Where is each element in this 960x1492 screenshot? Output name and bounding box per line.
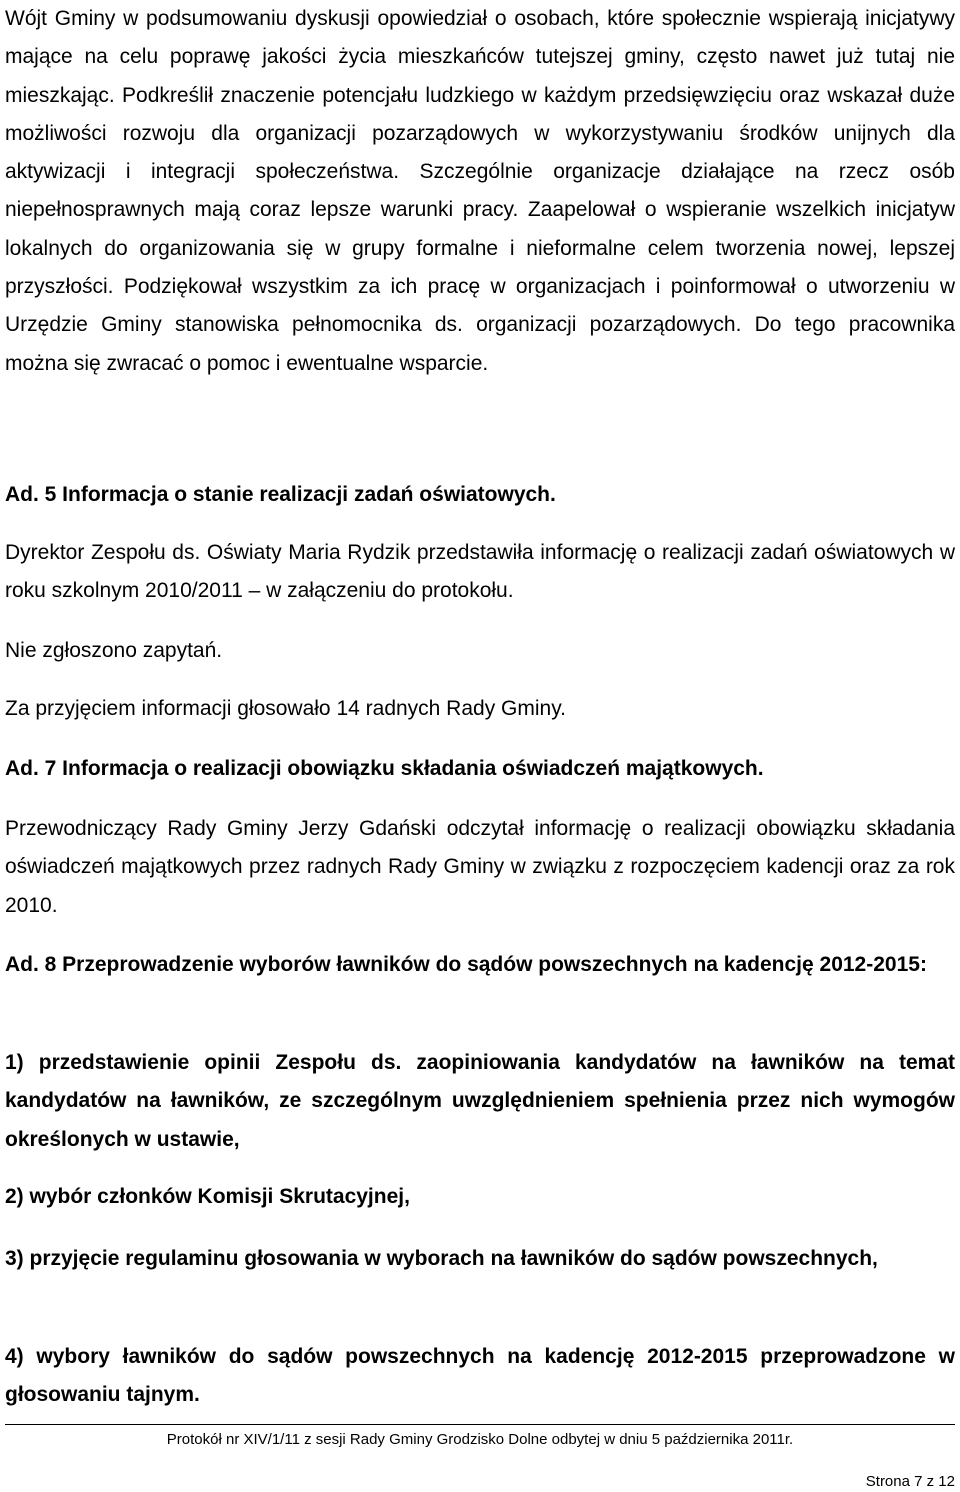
paragraph-vote-result: Za przyjęciem informacji głosowało 14 radnych Rady Gminy.: [5, 697, 566, 720]
paragraph-no-questions: Nie zgłoszono zapytań.: [5, 639, 223, 662]
heading-item-7: Ad. 7 Informacja o realizacji obowiązku składania oświadczeń majątkowych.: [5, 757, 764, 780]
page-number: Strona 7 z 12: [865, 1473, 955, 1490]
heading-item-8: Ad. 8 Przeprowadzenie wyborów ławników do sądów powszechnych na kadencję 2012-2015:: [5, 953, 927, 976]
list-item-4: 4) wybory ławników do sądów powszechnych na kadencję 2012-2015 przeprowadzone w głosowaniu tajnym.: [5, 1345, 955, 1407]
paragraph-asset-declarations: Przewodniczący Rady Gminy Jerzy Gdański odczytał informację o realizacji obowiązku składania oświadczeń majątkowych przez radnych Rady Gminy w związku z rozpoczęciem kadencji oraz za rok 2010.: [5, 817, 955, 917]
paragraph-education-report: Dyrektor Zespołu ds. Oświaty Maria Rydzik przedstawiła informację o realizacji zadań oświatowych w roku szkolnym 2010/2011 – w załączeniu do protokołu.: [5, 541, 955, 603]
heading-item-5: Ad. 5 Informacja o stanie realizacji zadań oświatowych.: [5, 483, 556, 506]
list-item-2: 2) wybór członków Komisji Skrutacyjnej,: [5, 1185, 410, 1208]
footer-protocol-text: Protokół nr XIV/1/11 z sesji Rady Gminy Grodzisko Dolne odbytej w dniu 5 października 2011r.: [166, 1431, 794, 1448]
footer-divider: [5, 1424, 955, 1425]
paragraph-wojt-summary: Wójt Gminy w podsumowaniu dyskusji opowiedział o osobach, które społecznie wspierają inicjatywy mające na celu poprawę jakości życia mieszkańców tutejszej gminy, często nawet już tutaj nie mieszkając. Podkreślił znaczenie potencjału ludzkiego w każdym przedsięwzięciu oraz wskazał duże możliwości rozwoju dla organizacji pozarządowych w wykorzystywaniu środków unijnych dla aktywizacji i integracji społeczeństwa. Szczególnie organizacje działające na rzecz osób niepełnosprawnych mają coraz lepsze warunki pracy. Zaapelował o wspieranie wszelkich inicjatyw lokalnych do organizowania się w grupy formalne i nieformalne celem tworzenia nowej, lepszej przyszłości. Podziękował wszystkim za ich pracę w organizacjach i poinformował o utworzeniu w Urzędzie Gminy stanowiska pełnomocnika ds. organizacji pozarządowych. Do tego pracownika można się zwracać o pomoc i ewentualne wsparcie.: [5, 7, 955, 375]
list-item-1: 1) przedstawienie opinii Zespołu ds. zaopiniowania kandydatów na ławników na temat kandydatów na ławników, ze szczególnym uwzględnieniem spełnienia przez nich wymogów określonych w ustawie,: [5, 1051, 955, 1151]
list-item-3: 3) przyjęcie regulaminu głosowania w wyborach na ławników do sądów powszechnych,: [5, 1247, 878, 1270]
